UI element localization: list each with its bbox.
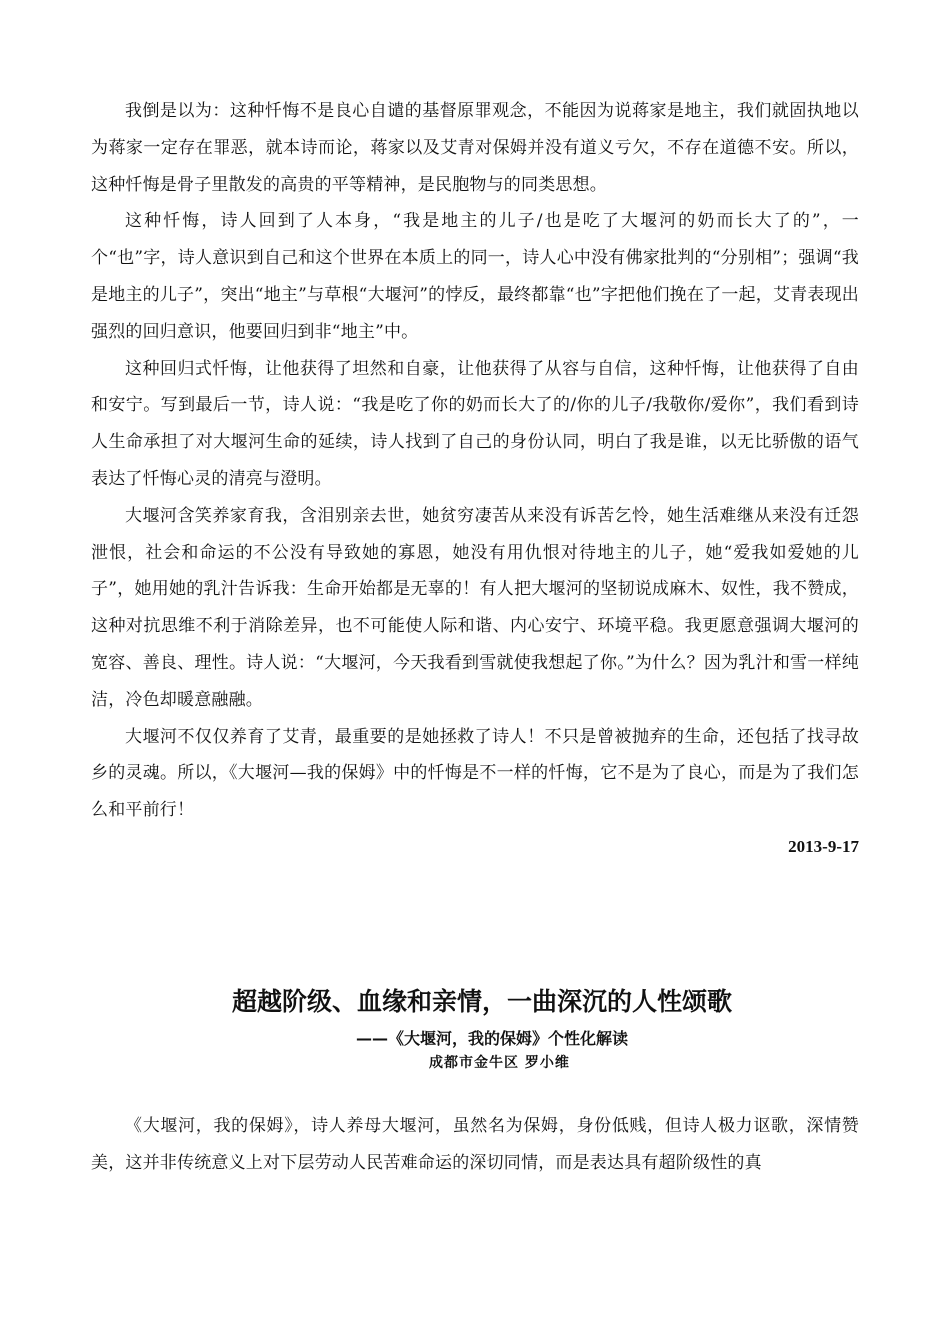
paragraph: 大堰河含笑养家育我，含泪别亲去世，她贫穷凄苦从来没有诉苦乞怜，她生活难继从来没有迁怨泄恨，社会和命运的不公没有导致她的寡恩，她没有用仇恨对待地主的儿子，她“爱我如爱她的儿子”，她用她的乳汁告诉我：生命开始都是无辜的！有人把大堰河的坚韧说成麻木、奴性，我不赞成，这种对抗思维不利于消除差异，也不可能使人际和谐、内心安宁、环境平稳。我更愿意强调大堰河的宽容、善良、理性。诗人说：“大堰河，今天我看到雪就使我想起了你。”为什么？因为乳汁和雪一样纯洁，冷色却暖意融融。 xyxy=(91,505,859,710)
paragraph: 大堰河不仅仅养育了艾青，最重要的是她拯救了诗人！不只是曾被抛弃的生命，还包括了找寻故乡的灵魂。所以，《大堰河—我的保姆》中的忏悔是不一样的忏悔，它不是为了良心，而是为了我们怎么和平前行！ xyxy=(91,726,859,821)
article-date: 2013-9-17 xyxy=(788,836,859,856)
article-subtitle: ——《大堰河，我的保姆》个性化解读 xyxy=(356,1029,629,1048)
paragraph: 《大堰河，我的保姆》，诗人养母大堰河，虽然名为保姆，身份低贱，但诗人极力讴歌，深情赞美，这并非传统意义上对下层劳动人民苦难命运的深切同情，而是表达具有超阶级性的真 xyxy=(91,1116,859,1173)
paragraph: 这种回归式忏悔，让他获得了坦然和自豪，让他获得了从容与自信，这种忏悔，让他获得了自由和安宁。写到最后一节，诗人说：“我是吃了你的奶而长大了的/你的儿子/我敬你/爱你”，我们看到诗人生命承担了对大堰河生命的延续，诗人找到了自己的身份认同，明白了我是谁，以无比骄傲的语气表达了忏悔心灵的清亮与澄明。 xyxy=(91,358,859,489)
article1-body xyxy=(91,93,859,865)
article-author: 成都市金牛区 罗小维 xyxy=(429,1055,570,1071)
article2-body xyxy=(91,1108,859,1182)
paragraph: 我倒是以为：这种忏悔不是良心自谴的基督原罪观念，不能因为说蒋家是地主，我们就固执地以为蒋家一定存在罪恶，就本诗而论，蒋家以及艾青对保姆并没有道义亏欠，不存在道德不安。所以，这种忏悔是骨子里散发的高贵的平等精神，是民胞物与的同类思想。 xyxy=(91,101,859,195)
paragraph: 这种忏悔，诗人回到了人本身，“我是地主的儿子/也是吃了大堰河的奶而长大了的”，一个“也”字，诗人意识到自己和这个世界在本质上的同一，诗人心中没有佛家批判的“分别相”；强调“我是地主的儿子”，突出“地主”与草根“大堰河”的悖反，最终都靠“也”字把他们挽在了一起，艾青表现出强烈的回归意识，他要回归到非“地主”中。 xyxy=(91,211,859,342)
article-title: 超越阶级、血缘和亲情，一曲深沉的人性颂歌 xyxy=(232,987,733,1016)
